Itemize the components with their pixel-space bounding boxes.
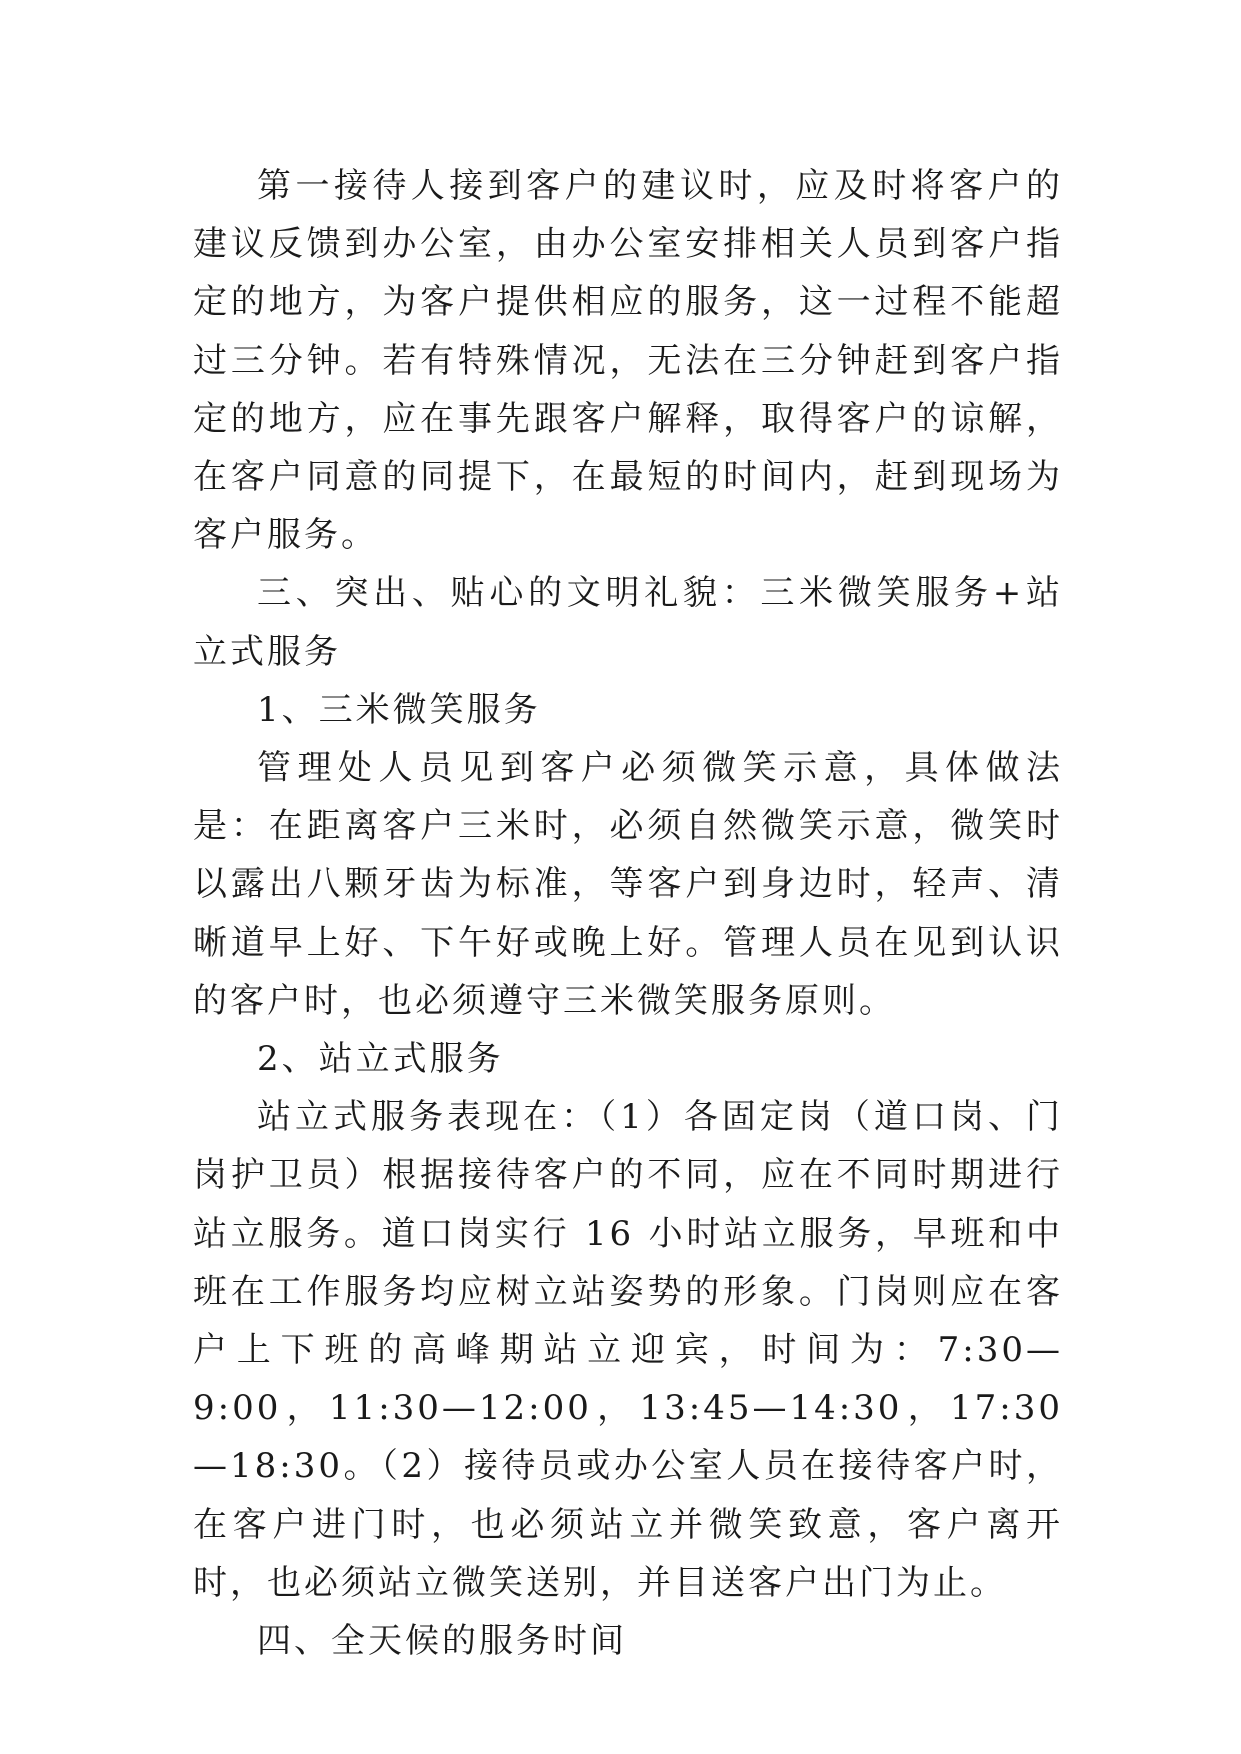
paragraph-standing-service: 站立式服务表现在：（1）各固定岗（道口岗、门岗护卫员）根据接待客户的不同，应在不同时期进行站立服务。道口岗实行 16 小时站立服务，早班和中班在工作服务均应树立站姿势的形象。门岗则应在客户上下班的高峰期站立迎宾，时间为：7:30—9:00，11:30—12:00，13:45—14:30，17:30—18:30。（2）接待员或办公室人员在接待客户时，在客户进门时，也必须站立并微笑致意，客户离开时，也必须站立微笑送别，并目送客户出门为止。: [193, 1097, 1063, 1603]
document-body: [193, 157, 1063, 1670]
heading-section-four: 四、全天候的服务时间: [257, 1621, 627, 1662]
heading-section-three: 三、突出、贴心的文明礼貌：三米微笑服务+站立式服务: [193, 573, 1063, 672]
paragraph-three-meter-smile: 管理处人员见到客户必须微笑示意，具体做法是：在距离客户三米时，必须自然微笑示意，微笑时以露出八颗牙齿为标准，等客户到身边时，轻声、清晰道早上好、下午好或晚上好。管理人员在见到认识的客户时，也必须遵守三米微笑服务原则。: [193, 748, 1063, 1021]
subheading-three-meter-smile: 1、三米微笑服务: [257, 689, 541, 730]
paragraph-first-receptionist: 第一接待人接到客户的建议时，应及时将客户的建议反馈到办公室，由办公室安排相关人员到客户指定的地方，为客户提供相应的服务，这一过程不能超过三分钟。若有特殊情况，无法在三分钟赶到客户指定的地方，应在事先跟客户解释，取得客户的谅解，在客户同意的同提下，在最短的时间内，赶到现场为客户服务。: [193, 166, 1063, 556]
subheading-standing-service: 2、站立式服务: [257, 1039, 504, 1080]
